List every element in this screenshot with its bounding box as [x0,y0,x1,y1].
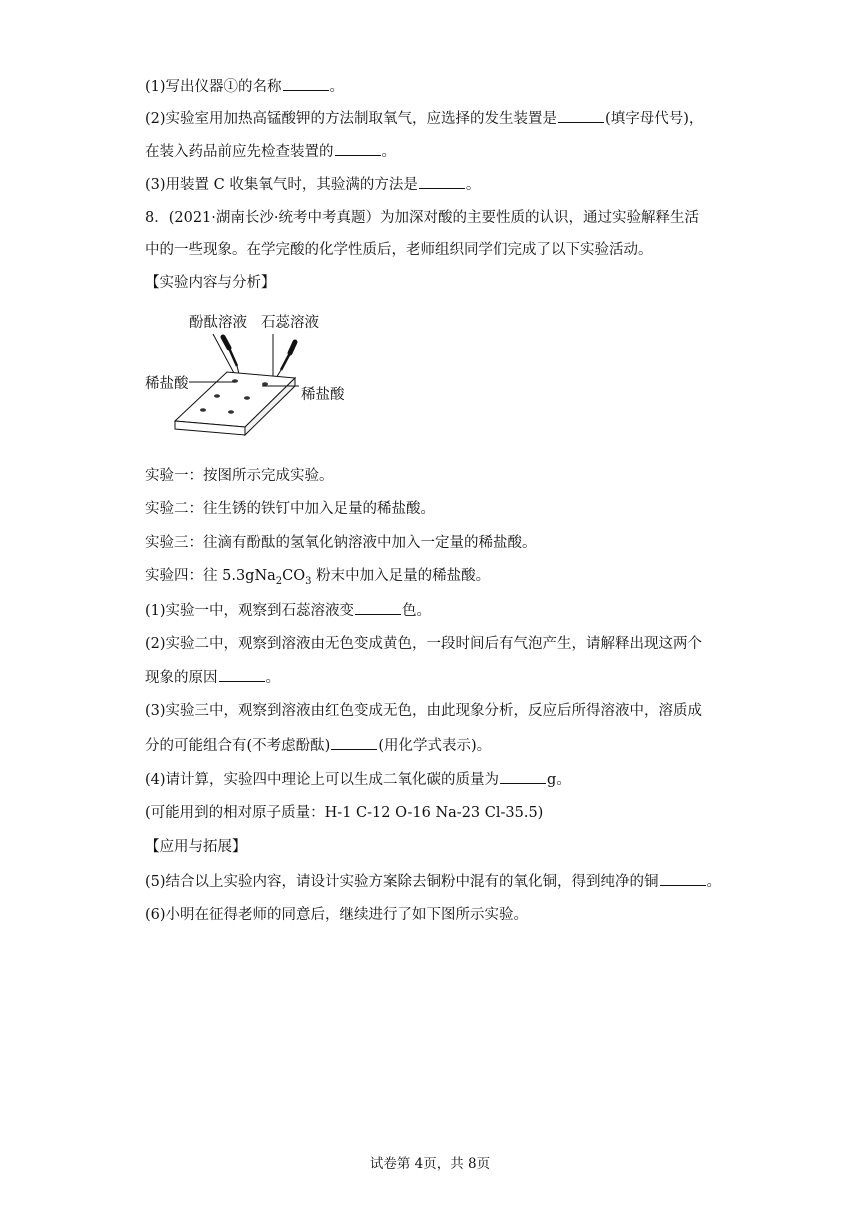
answer-blank [219,667,265,682]
sub-question-2-line2: 现象的原因 。 [145,667,280,688]
label-dilute-hcl-left: 稀盐酸 [145,376,189,392]
atomic-masses-note: (可能用到的相对原子质量：H-1 C-12 O-16 Na-23 Cl-35.5) [145,805,544,821]
q8-stem-line1: 8．(2021·湖南长沙·统考中考真题）为加深对酸的主要性质的认识，通过实验解释生活 [145,210,699,226]
q8-stem-line2: 中的一些现象。在学完酸的化学性质后，老师组织同学们完成了以下实验活动。 [145,242,653,258]
sub-question-6: (6)小明在征得老师的同意后，继续进行了如下图所示实验。 [145,907,529,923]
experiment-4: 实验四：往 $5.3gNa_2CO_3$ 粉末中加入足量的稀盐酸。 [145,568,491,587]
experiment-2: 实验二：往生锈的铁钉中加入足量的稀盐酸。 [145,501,435,517]
answer-blank [335,141,381,156]
section-heading-experiment: 【实验内容与分析】 [145,275,276,291]
answer-blank [500,769,546,784]
q7-part2-line2: 在装入药品前应先检查装置的 。 [145,141,396,162]
answer-blank [355,600,401,615]
dropper-left-icon [213,334,239,375]
experiment-figure [145,308,345,443]
sub-question-5: (5)结合以上实验内容，请设计实验方案除去铜粉中混有的氧化铜，得到纯净的铜 。 [145,871,721,892]
experiment-1: 实验一：按图所示完成实验。 [145,468,334,484]
label-dilute-hcl-right: 稀盐酸 [301,387,345,403]
q7-part3: (3)用装置 C 收集氧气时，其验满的方法是 。 [145,174,480,195]
sub-question-2-line1: (2)实验二中，观察到溶液由无色变成黄色，一段时间后有气泡产生，请解释出现这两个 [145,636,703,652]
sub-question-1: (1)实验一中，观察到石蕊溶液变 色。 [145,600,431,621]
dropper-right-icon [273,334,295,380]
section-heading-application: 【应用与拓展】 [145,839,247,855]
answer-blank [558,108,604,123]
sub-question-3-line1: (3)实验三中，观察到溶液由红色变成无色，由此现象分析，反应后所得溶液中，溶质成 [145,703,703,719]
answer-blank [283,76,329,91]
sub-question-3-line2: 分的可能组合有(不考虑酚酞) (用化学式表示)。 [145,735,491,756]
experiment-3: 实验三：往滴有酚酞的氢氧化钠溶液中加入一定量的稀盐酸。 [145,535,537,551]
page-footer: 试卷第 4页，共 8页 [369,1156,491,1172]
spot-plate-icon [175,372,295,435]
answer-blank [660,871,706,886]
sub-question-4: (4)请计算，实验四中理论上可以生成二氧化碳的质量为 g。 [145,769,571,790]
label-phenolphthalein: 酚酞溶液 [189,315,247,331]
q7-part2-line1: (2)实验室用加热高锰酸钾的方法制取氧气，应选择的发生装置是 (填字母代号)， [145,108,703,129]
answer-blank [419,174,465,189]
answer-blank [331,735,377,750]
q7-part1: (1)写出仪器①的名称 。 [145,76,344,97]
label-litmus: 石蕊溶液 [261,315,319,331]
